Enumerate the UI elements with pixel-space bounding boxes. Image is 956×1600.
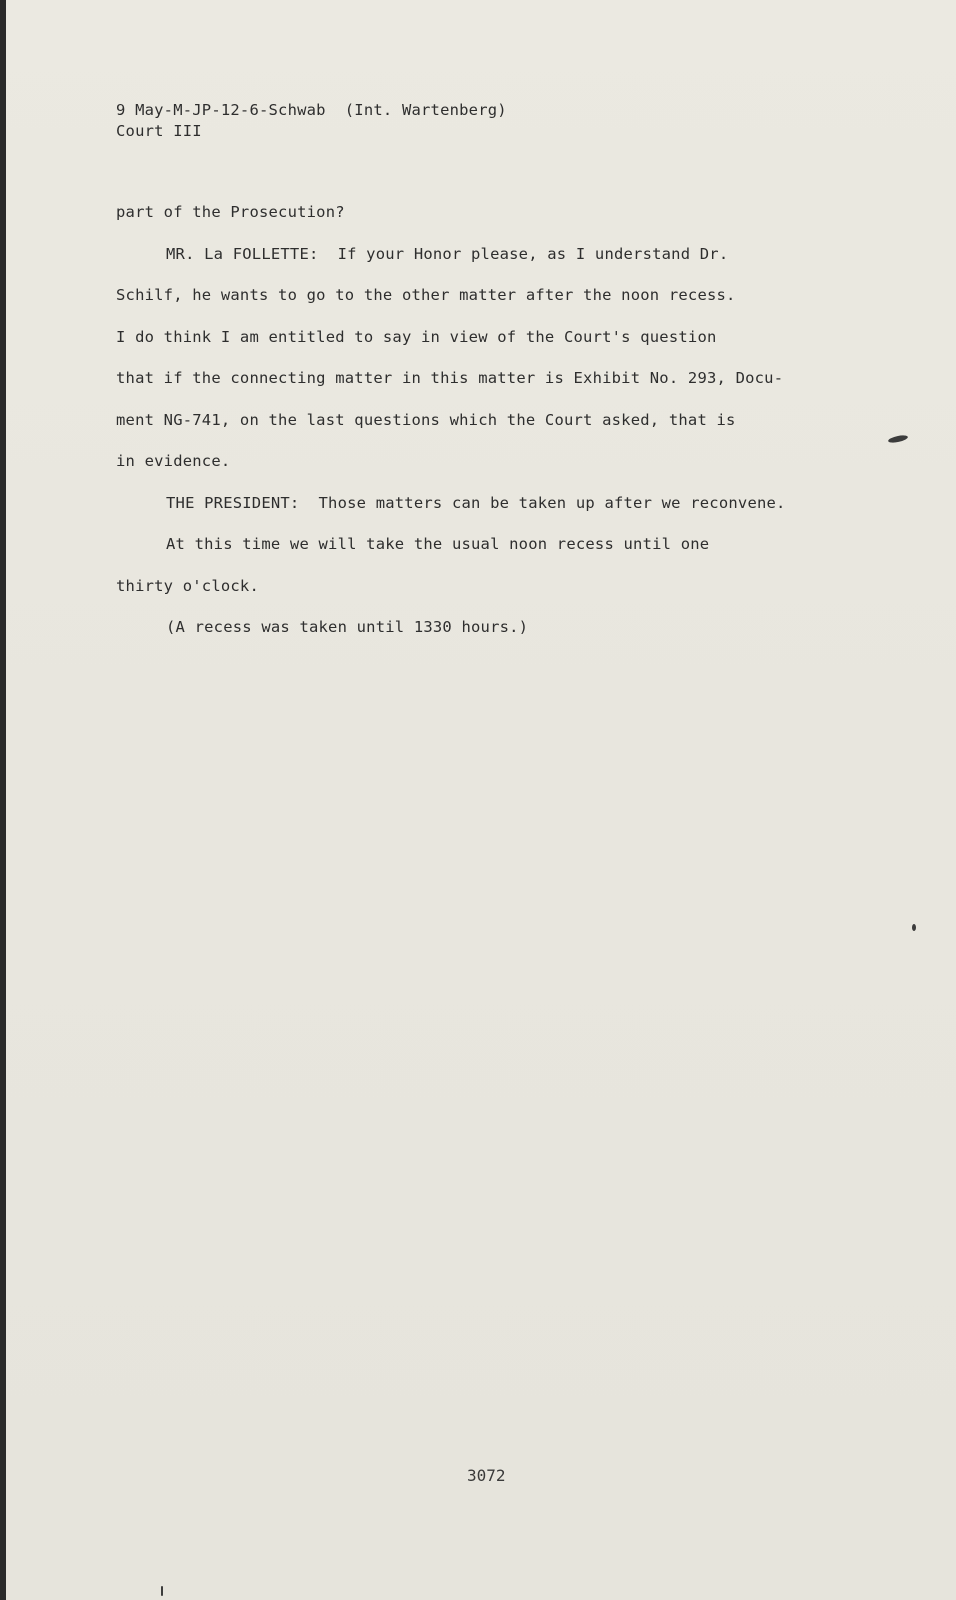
transcript-line: Schilf, he wants to go to the other matter after the noon recess. bbox=[116, 286, 736, 304]
ink-smudge bbox=[888, 434, 909, 444]
transcript-line: ment NG-741, on the last questions which the Court asked, that is bbox=[116, 410, 736, 429]
ink-smudge bbox=[161, 1586, 163, 1596]
page-number: 3072 bbox=[467, 1466, 506, 1485]
transcript-body bbox=[116, 202, 846, 659]
transcript-line: in evidence. bbox=[116, 452, 231, 470]
transcript-line: At this time we will take the usual noon recess until one bbox=[166, 535, 710, 553]
transcript-line: (A recess was taken until 1330 hours.) bbox=[166, 618, 529, 636]
ink-smudge bbox=[912, 924, 916, 931]
transcript-line: THE PRESIDENT: Those matters can be taken up after we reconvene. bbox=[166, 493, 786, 512]
transcript-line: I do think I am entitled to say in view of the Court's question bbox=[116, 327, 717, 346]
transcript-line: MR. La FOLLETTE: If your Honor please, as I understand Dr. bbox=[166, 244, 729, 263]
document-header bbox=[116, 100, 507, 142]
transcript-line: part of the Prosecution? bbox=[116, 203, 345, 221]
header-line-session: 9 May-M-JP-12-6-Schwab (Int. Wartenberg) bbox=[116, 101, 507, 119]
header-line-court: Court III bbox=[116, 122, 202, 140]
page-edge-shadow bbox=[0, 0, 6, 1600]
transcript-line: thirty o'clock. bbox=[116, 576, 259, 595]
transcript-line: that if the connecting matter in this matter is Exhibit No. 293, Docu- bbox=[116, 369, 784, 387]
